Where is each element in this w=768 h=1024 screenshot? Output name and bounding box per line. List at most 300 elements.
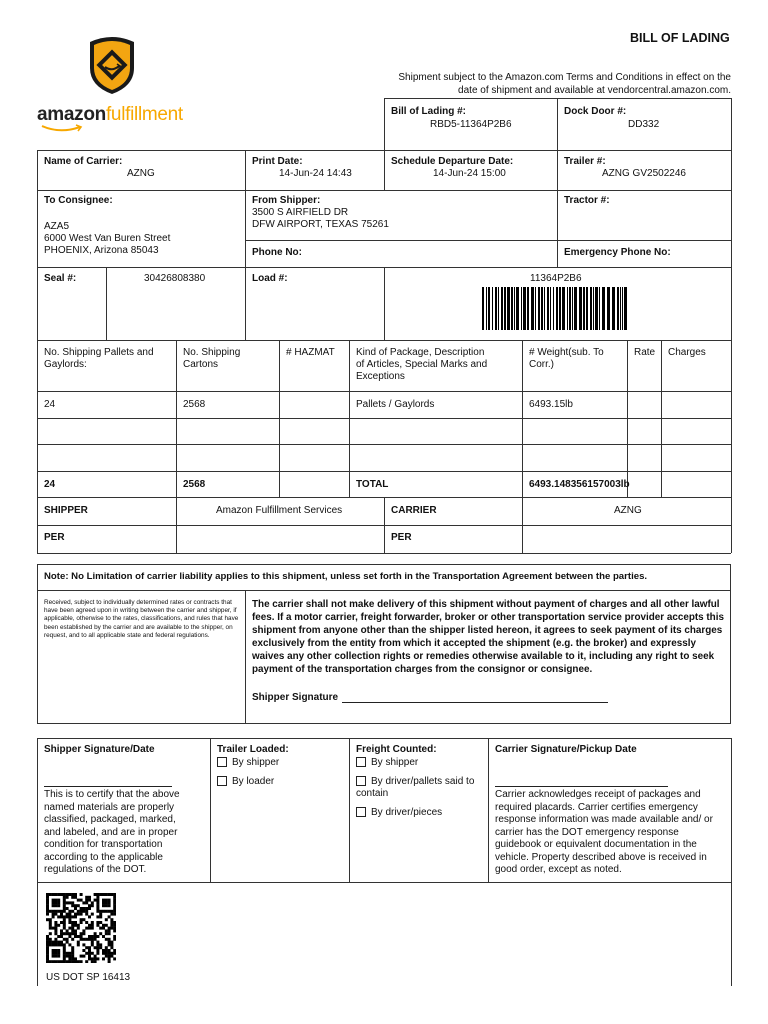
qr-module — [52, 899, 55, 902]
barcode-bar — [620, 287, 621, 330]
qr-module — [57, 899, 60, 902]
dock-door-label: Dock Door #: — [564, 106, 627, 117]
qr-module — [54, 924, 57, 927]
qr-module — [57, 901, 60, 904]
qr-module — [110, 943, 113, 946]
qr-module — [68, 913, 71, 916]
qr-module — [91, 924, 94, 927]
qr-module — [52, 960, 55, 963]
qr-module — [88, 935, 91, 938]
barcode-bar — [595, 287, 598, 330]
qr-module — [74, 915, 77, 918]
qr-module — [110, 952, 113, 955]
qr-module — [99, 910, 102, 913]
barcode-bar — [507, 287, 510, 330]
trailer-value: AZNG GV2502246 — [602, 168, 686, 179]
qr-module — [68, 927, 71, 930]
shipper-row-value: Amazon Fulfillment Services — [216, 505, 343, 516]
trailer-loaded-by-loader[interactable]: By loader — [217, 776, 274, 788]
qr-module — [94, 957, 97, 960]
qr-module — [96, 915, 99, 918]
qr-module — [68, 915, 71, 918]
carrier-payment-notice: The carrier shall not make delivery of this shipment without payment of charges and all other lawful fees. If a motor carrier, freight forwarder, broker or other transportation service provider accepts this shipment from anyone other than the shipper listed hereon, it agrees to seek payment of its charges exclusively from the entity from which it accepted the shipment (e.g. the broker) and expressly waives any other collection rights or remedies otherwise available to it, including any right to seek payment of the transportation charges from the consignor or consignee. — [252, 599, 724, 675]
row1-kind: Pallets / Gaylords — [356, 399, 435, 410]
load-barcode — [482, 287, 630, 330]
qr-module — [113, 913, 116, 916]
qr-module — [57, 960, 60, 963]
qr-module — [85, 960, 88, 963]
qr-module — [49, 927, 52, 930]
qr-module — [99, 927, 102, 930]
qr-module — [46, 960, 49, 963]
qr-module — [54, 932, 57, 935]
freight-counted-by-shipper[interactable]: By shipper — [356, 757, 418, 769]
print-date-value: 14-Jun-24 14:43 — [279, 168, 352, 179]
qr-module — [46, 941, 49, 944]
qr-module — [105, 904, 108, 907]
qr-module — [63, 955, 66, 958]
checkbox-icon[interactable] — [217, 757, 227, 767]
barcode-bar — [622, 287, 623, 330]
qr-module — [57, 949, 60, 952]
barcode-bar — [498, 287, 499, 330]
terms-notice-line2: date of shipment and available at vendorcentral.amazon.com. — [458, 85, 731, 96]
barcode-bar — [488, 287, 490, 330]
barcode-bar — [527, 287, 529, 330]
qr-module — [85, 899, 88, 902]
qr-module — [74, 921, 77, 924]
qr-module — [54, 927, 57, 930]
carrier-sig-pickup-label: Carrier Signature/Pickup Date — [495, 744, 637, 755]
qr-module — [66, 941, 69, 944]
qr-module — [99, 893, 102, 896]
col-header-pallets-1: No. Shipping Pallets and — [44, 347, 154, 358]
shipper-signature-label: Shipper Signature — [252, 692, 339, 703]
qr-module — [108, 955, 111, 958]
shipper-sig-date-label: Shipper Signature/Date — [44, 744, 155, 755]
qr-module — [80, 960, 83, 963]
qr-module — [96, 941, 99, 944]
barcode-bar — [583, 287, 585, 330]
qr-module — [63, 901, 66, 904]
qr-module — [57, 935, 60, 938]
load-label: Load #: — [252, 273, 288, 284]
qr-module — [82, 907, 85, 910]
qr-module — [60, 941, 63, 944]
qr-module — [105, 918, 108, 921]
total-cartons: 2568 — [183, 479, 206, 490]
qr-module — [85, 946, 88, 949]
qr-module — [49, 938, 52, 941]
print-date-label: Print Date: — [252, 156, 303, 167]
qr-module — [77, 913, 80, 916]
qr-module — [71, 952, 74, 955]
qr-module — [102, 924, 105, 927]
qr-module — [80, 918, 83, 921]
barcode-bar — [531, 287, 534, 330]
qr-module — [96, 921, 99, 924]
carrier-label: Name of Carrier: — [44, 156, 123, 167]
checkbox-icon[interactable] — [356, 757, 366, 767]
qr-module — [46, 907, 49, 910]
qr-module — [96, 946, 99, 949]
qr-module — [63, 943, 66, 946]
qr-module — [110, 918, 113, 921]
barcode-bar — [586, 287, 588, 330]
qr-module — [46, 952, 49, 955]
qr-module — [88, 899, 91, 902]
qr-module — [108, 941, 111, 944]
qr-module — [105, 955, 108, 958]
row1-pallets: 24 — [44, 399, 56, 410]
col-header-hazmat: # HAZMAT — [286, 347, 335, 358]
qr-module — [102, 927, 105, 930]
shipper-sig-date-line[interactable] — [44, 786, 172, 787]
qr-module — [113, 957, 116, 960]
col-header-kind-3: Exceptions — [356, 371, 405, 382]
qr-module — [96, 901, 99, 904]
qr-module — [46, 896, 49, 899]
trailer-loaded-label: Trailer Loaded: — [217, 744, 289, 755]
barcode-bar — [501, 287, 503, 330]
qr-module — [105, 929, 108, 932]
qr-module — [82, 955, 85, 958]
qr-module — [94, 935, 97, 938]
qr-module — [91, 943, 94, 946]
qr-module — [80, 955, 83, 958]
qr-module — [74, 907, 77, 910]
barcode-bar — [482, 287, 484, 330]
consignee-label: To Consignee: — [44, 195, 113, 206]
qr-module — [52, 904, 55, 907]
qr-module — [105, 932, 108, 935]
qr-module — [108, 904, 111, 907]
qr-module — [102, 899, 105, 902]
qr-module — [57, 924, 60, 927]
qr-module — [113, 929, 116, 932]
liability-note: Note: No Limitation of carrier liability applies to this shipment, unless set forth in the Transportation Agreement between the parties. — [44, 571, 648, 582]
qr-module — [71, 893, 74, 896]
qr-module — [63, 918, 66, 921]
qr-module — [94, 960, 97, 963]
qr-module — [88, 949, 91, 952]
qr-module — [77, 927, 80, 930]
qr-module — [71, 901, 74, 904]
qr-module — [68, 901, 71, 904]
qr-module — [68, 935, 71, 938]
barcode-bar — [486, 287, 487, 330]
qr-module — [77, 899, 80, 902]
barcode-bar — [567, 287, 568, 330]
qr-module — [88, 955, 91, 958]
checkbox-icon[interactable] — [356, 807, 366, 817]
qr-module — [113, 893, 116, 896]
qr-module — [54, 893, 57, 896]
qr-module — [71, 960, 74, 963]
barcode-bar — [538, 287, 540, 330]
freight-counted-by-driver-pieces[interactable]: By driver/pieces — [356, 807, 442, 819]
qr-module — [96, 943, 99, 946]
qr-module — [63, 946, 66, 949]
qr-module — [102, 910, 105, 913]
qr-module — [71, 921, 74, 924]
phone-label: Phone No: — [252, 247, 302, 258]
qr-module — [110, 924, 113, 927]
qr-module — [91, 960, 94, 963]
qr-module — [60, 915, 63, 918]
qr-module — [63, 960, 66, 963]
qr-module — [60, 921, 63, 924]
qr-module — [110, 955, 113, 958]
barcode-bar — [569, 287, 571, 330]
qr-module — [63, 921, 66, 924]
barcode-bar — [624, 287, 627, 330]
qr-module — [108, 893, 111, 896]
qr-module — [46, 901, 49, 904]
qr-module — [49, 921, 52, 924]
qr-module — [63, 893, 66, 896]
departure-value: 14-Jun-24 15:00 — [433, 168, 506, 179]
dock-door-value: DD332 — [628, 119, 660, 130]
qr-module — [110, 941, 113, 944]
qr-module — [82, 949, 85, 952]
qr-module — [63, 938, 66, 941]
trailer-loaded-by-shipper[interactable]: By shipper — [217, 757, 279, 769]
qr-module — [54, 921, 57, 924]
qr-module — [68, 921, 71, 924]
emergency-phone-label: Emergency Phone No: — [564, 247, 671, 258]
shipper-row-label: SHIPPER — [44, 505, 88, 516]
qr-module — [108, 952, 111, 955]
carrier-sig-pickup-line[interactable] — [495, 786, 668, 787]
qr-module — [105, 938, 108, 941]
qr-module — [88, 957, 91, 960]
consignee-line1: AZA5 — [44, 221, 70, 232]
qr-module — [66, 893, 69, 896]
qr-module — [77, 935, 80, 938]
qr-module — [105, 893, 108, 896]
qr-module — [63, 932, 66, 935]
barcode-bar — [550, 287, 551, 330]
barcode-bar — [495, 287, 497, 330]
col-header-rate: Rate — [634, 347, 656, 358]
qr-module — [96, 935, 99, 938]
qr-module — [82, 901, 85, 904]
qr-module — [96, 893, 99, 896]
qr-module — [49, 893, 52, 896]
qr-module — [77, 960, 80, 963]
qr-module — [91, 938, 94, 941]
qr-module — [46, 946, 49, 949]
qr-module — [54, 955, 57, 958]
qr-module — [96, 904, 99, 907]
qr-module — [108, 901, 111, 904]
carrier-row-label: CARRIER — [391, 505, 437, 516]
consignee-line3: PHOENIX, Arizona 85043 — [44, 245, 159, 256]
qr-module — [52, 910, 55, 913]
load-value: 11364P2B6 — [530, 273, 582, 284]
qr-module — [66, 901, 69, 904]
qr-module — [63, 952, 66, 955]
qr-module — [63, 907, 66, 910]
qr-module — [99, 943, 102, 946]
qr-module — [88, 907, 91, 910]
qr-module — [80, 910, 83, 913]
qr-module — [71, 927, 74, 930]
qr-module — [108, 957, 111, 960]
qr-module — [77, 904, 80, 907]
bol-value: RBD5-11364P2B6 — [430, 119, 512, 130]
barcode-bar — [556, 287, 558, 330]
qr-module — [46, 938, 49, 941]
qr-module — [52, 915, 55, 918]
qr-module — [110, 910, 113, 913]
qr-module — [68, 932, 71, 935]
qr-module — [60, 935, 63, 938]
qr-module — [80, 932, 83, 935]
qr-module — [54, 938, 57, 941]
qr-module — [110, 946, 113, 949]
qr-module — [57, 893, 60, 896]
qr-module — [88, 938, 91, 941]
qr-module — [52, 943, 55, 946]
qr-module — [54, 910, 57, 913]
qr-module — [54, 941, 57, 944]
qr-module — [60, 960, 63, 963]
us-dot-code: US DOT SP 16413 — [46, 972, 131, 983]
qr-module — [102, 904, 105, 907]
qr-module — [108, 915, 111, 918]
qr-module — [71, 929, 74, 932]
barcode-bar — [599, 287, 600, 330]
qr-module — [54, 943, 57, 946]
qr-module — [91, 927, 94, 930]
qr-module — [57, 955, 60, 958]
qr-module — [105, 910, 108, 913]
qr-module — [63, 899, 66, 902]
qr-module — [96, 924, 99, 927]
qr-module — [57, 904, 60, 907]
qr-module — [68, 955, 71, 958]
qr-module — [71, 910, 74, 913]
qr-module — [52, 952, 55, 955]
qr-module — [77, 941, 80, 944]
qr-module — [80, 899, 83, 902]
col-header-kind-2: of Articles, Special Marks and — [356, 359, 488, 370]
qr-module — [74, 904, 77, 907]
barcode-bar — [579, 287, 582, 330]
qr-module — [108, 938, 111, 941]
barcode-bar — [617, 287, 619, 330]
qr-module — [66, 907, 69, 910]
qr-module — [60, 910, 63, 913]
checkbox-icon[interactable] — [217, 776, 227, 786]
checkbox-icon[interactable] — [356, 776, 366, 786]
shipper-signature-line[interactable] — [342, 702, 608, 703]
row1-cartons: 2568 — [183, 399, 206, 410]
qr-module — [54, 901, 57, 904]
col-header-cartons-1: No. Shipping — [183, 347, 241, 358]
from-shipper-line1: 3500 S AIRFIELD DR — [252, 207, 349, 218]
qr-module — [49, 918, 52, 921]
qr-module — [66, 929, 69, 932]
qr-module — [113, 910, 116, 913]
qr-module — [85, 896, 88, 899]
qr-module — [113, 921, 116, 924]
qr-module — [71, 896, 74, 899]
qr-module — [54, 949, 57, 952]
qr-module — [88, 904, 91, 907]
barcode-bar — [544, 287, 545, 330]
qr-module — [52, 901, 55, 904]
seal-value: 30426808380 — [144, 273, 206, 284]
qr-module — [105, 946, 108, 949]
qr-module — [113, 924, 116, 927]
barcode-bar — [574, 287, 577, 330]
qr-module — [85, 921, 88, 924]
barcode-bar — [607, 287, 610, 330]
barcode-bar — [516, 287, 519, 330]
qr-module — [99, 913, 102, 916]
qr-module — [80, 893, 83, 896]
qr-module — [80, 907, 83, 910]
qr-module — [82, 943, 85, 946]
carrier-acknowledgement-text: Carrier acknowledges receipt of packages and required placards. Carrier certifies emergency response information was made available and/ or carrier has the DOT emergency response guidebook or equivalent documentation in the vehicle. Property described above is received in good order, except as noted. — [495, 789, 713, 875]
qr-module — [74, 960, 77, 963]
qr-module — [82, 932, 85, 935]
qr-module — [110, 921, 113, 924]
qr-module — [108, 910, 111, 913]
qr-code — [46, 893, 116, 963]
qr-module — [46, 904, 49, 907]
qr-module — [108, 949, 111, 952]
qr-module — [94, 955, 97, 958]
qr-module — [71, 932, 74, 935]
qr-module — [46, 899, 49, 902]
qr-module — [63, 924, 66, 927]
row1-weight: 6493.15lb — [529, 399, 573, 410]
qr-module — [88, 915, 91, 918]
qr-module — [105, 901, 108, 904]
qr-module — [102, 935, 105, 938]
qr-module — [91, 921, 94, 924]
departure-label: Schedule Departure Date: — [391, 156, 514, 167]
qr-module — [94, 946, 97, 949]
qr-module — [91, 952, 94, 955]
barcode-bar — [572, 287, 573, 330]
qr-module — [57, 941, 60, 944]
qr-module — [88, 927, 91, 930]
barcode-bar — [504, 287, 506, 330]
qr-module — [96, 907, 99, 910]
barcode-bar — [547, 287, 549, 330]
qr-module — [113, 949, 116, 952]
qr-module — [66, 896, 69, 899]
amazon-fulfillment-wordmark: amazonfulfillment — [37, 104, 183, 125]
qr-module — [46, 943, 49, 946]
qr-module — [96, 910, 99, 913]
qr-module — [46, 935, 49, 938]
qr-module — [102, 957, 105, 960]
qr-module — [71, 946, 74, 949]
qr-module — [46, 949, 49, 952]
qr-module — [91, 901, 94, 904]
qr-module — [49, 943, 52, 946]
qr-module — [113, 935, 116, 938]
qr-module — [94, 932, 97, 935]
qr-module — [108, 960, 111, 963]
freight-counted-by-driver-pallets[interactable]: By driver/pallets said to — [356, 776, 474, 788]
